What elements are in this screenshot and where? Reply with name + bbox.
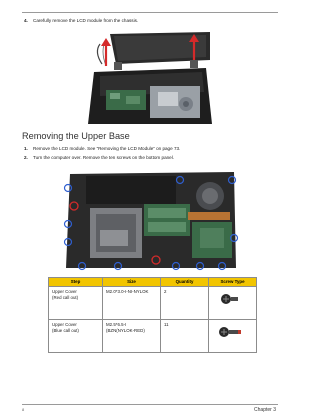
step-text: Carefully remove the LCD module from the chassis. [33, 18, 139, 23]
step-cell [49, 287, 103, 320]
quantity-cell: 11 [161, 320, 209, 353]
header-rule [22, 12, 278, 13]
table-row [49, 320, 257, 353]
step-2 [24, 155, 174, 161]
column-header-quantity: Quantity [161, 278, 209, 287]
screw-table-header-row [49, 278, 257, 287]
step-line: Upper Cover [52, 289, 77, 294]
column-header-screw-type: Screw Type [209, 278, 257, 287]
lcd-removal-photo [86, 30, 214, 126]
step-text: Turn the computer over. Remove the ten screws on the bottom panel. [33, 155, 175, 160]
screw-short-icon [212, 289, 252, 309]
step-4 [24, 18, 138, 24]
step-number: 4. [24, 18, 28, 23]
chapter-label: Chapter 3 [254, 407, 276, 413]
page-number: 8 [22, 407, 25, 412]
screw-table [48, 277, 257, 353]
size-line: M2.0*3.0-I-NI-NYLOK [106, 289, 149, 294]
step-number: 2. [24, 155, 28, 160]
size-cell [103, 287, 161, 320]
column-header-step: Step [49, 278, 103, 287]
section-title: Removing the Upper Base [22, 131, 130, 141]
screw-long-icon [212, 322, 252, 342]
quantity-cell: 2 [161, 287, 209, 320]
step-cell [49, 320, 103, 353]
step-1 [24, 146, 180, 152]
step-line: (Blue call out) [52, 327, 79, 333]
screw-type-cell [209, 287, 257, 320]
table-row [49, 287, 257, 320]
step-line: Upper Cover [52, 322, 77, 327]
column-header-size: Size [103, 278, 161, 287]
size-cell [103, 320, 161, 353]
step-line: (Red call out) [52, 294, 79, 300]
size-line: M2.5*6.5-I [106, 322, 127, 327]
step-number: 1. [24, 146, 28, 151]
footer-rule [22, 404, 278, 405]
bottom-panel-photo [60, 168, 240, 272]
step-text: Remove the LCD module. See “Removing the LCD Module” on page 73. [33, 146, 181, 151]
screw-type-cell [209, 320, 257, 353]
size-line: (BZN(NYLOK-RED) [106, 327, 145, 333]
